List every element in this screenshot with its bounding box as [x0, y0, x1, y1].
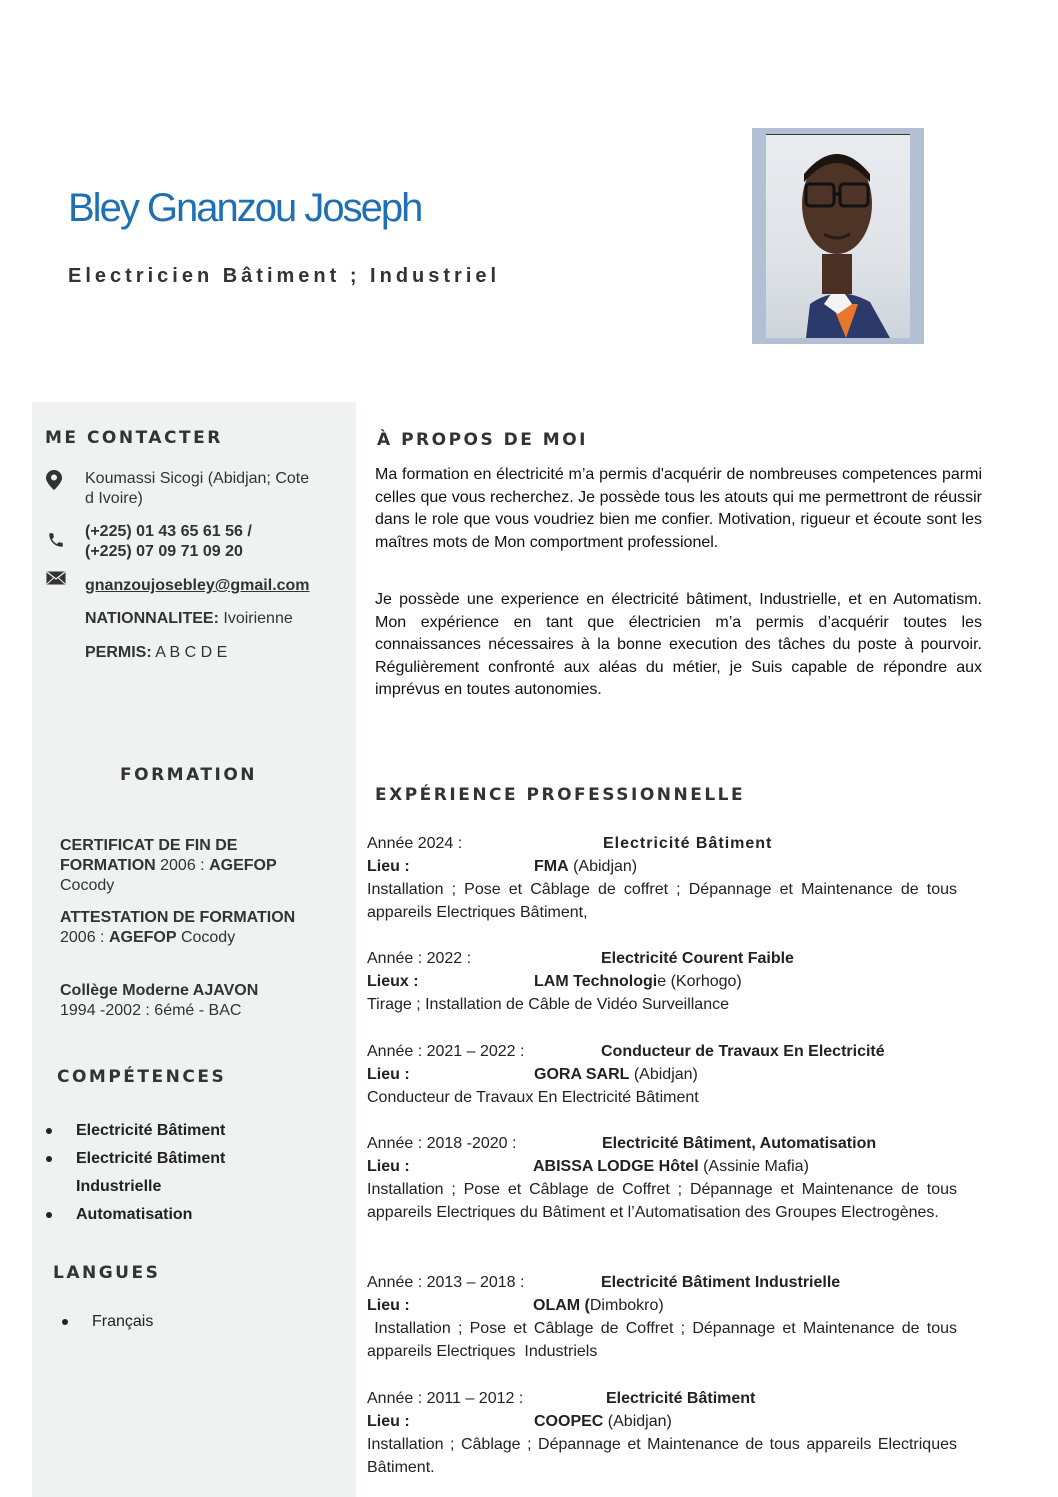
experience-year: Année 2024 : — [367, 835, 463, 852]
nationality-value: Ivoirienne — [223, 610, 293, 627]
formation-item-year: 2006 : — [155, 857, 210, 874]
phone-line-2: (+225) 07 09 71 09 20 — [85, 543, 243, 560]
experience-entry — [367, 1132, 957, 1224]
experience-place-label: Lieu : — [367, 1158, 410, 1175]
experience-year: Année : 2011 – 2012 : — [367, 1390, 524, 1407]
list-item — [48, 1308, 328, 1336]
experience-role: Conducteur de Travaux En Electricité — [601, 1043, 885, 1060]
profile-photo-frame — [752, 128, 924, 344]
langues-list — [48, 1308, 328, 1336]
experience-year: Année : 2018 -2020 : — [367, 1135, 517, 1152]
experience-description: Installation ; Câblage ; Dépannage et Maintenance de tous appareils Electriques Bâtiment. — [367, 1436, 957, 1476]
experience-company: FMA — [534, 858, 569, 875]
list-item — [32, 1145, 332, 1173]
formation-item-org: AGEFOP — [209, 857, 277, 874]
address — [85, 469, 345, 509]
permit-label: PERMIS: — [85, 644, 152, 661]
formation-item — [60, 836, 340, 896]
experience-company: GORA SARL — [534, 1066, 630, 1083]
experience-company: ABISSA LODGE Hôtel — [533, 1158, 699, 1175]
experience-place-label: Lieu : — [367, 1297, 410, 1314]
experience-entry — [367, 1040, 957, 1109]
experience-location: (Abidjan) — [603, 1413, 672, 1430]
envelope-icon — [46, 568, 66, 588]
formation-item — [60, 981, 340, 1021]
experience-description: Conducteur de Travaux En Electricité Bâtiment — [367, 1089, 699, 1106]
experience-description: Installation ; Pose et Câblage de coffret ; Dépannage et Maintenance de tous appareils Electriques Bâtiment, — [367, 881, 957, 921]
profile-photo — [766, 134, 910, 338]
formation-item-org: AGEFOP — [108, 929, 177, 946]
experience-entry — [367, 1387, 957, 1479]
nationality — [85, 609, 293, 629]
experience-description: Tirage ; Installation de Câble de Vidéo Surveillance — [367, 996, 729, 1013]
competences-heading: COMPÉTENCES — [57, 1067, 227, 1087]
about-heading: À PROPOS DE MOI — [377, 430, 588, 450]
experience-location: (Abidjan) — [629, 1066, 698, 1083]
address-line-2: d Ivoire) — [85, 490, 143, 507]
formation-item-title: Collège Moderne AJAVON — [60, 982, 259, 999]
phone-icon — [46, 530, 66, 550]
job-title: Electricien Bâtiment ; Industriel — [68, 265, 501, 287]
address-line-1: Koumassi Sicogi (Abidjan; Cote — [85, 470, 310, 487]
experience-place-label: Lieu : — [367, 1066, 410, 1083]
formation-item-title: ATTESTATION DE FORMATION — [60, 909, 296, 926]
experience-location: (Abidjan) — [568, 858, 638, 875]
experience-role: Electricité Bâtiment, Automatisation — [602, 1135, 877, 1152]
formation-item-location: Cocody — [176, 929, 236, 946]
experience-company: LAM Technologi — [534, 973, 658, 990]
experience-company: OLAM ( — [533, 1297, 590, 1314]
contact-heading: ME CONTACTER — [45, 428, 223, 448]
experience-entry — [367, 947, 957, 1016]
nationality-label: NATIONNALITEE: — [85, 610, 219, 627]
permit-value: A B C D E — [155, 644, 228, 661]
experience-year: Année : 2022 : — [367, 950, 472, 967]
experience-location: (Assinie Mafia) — [698, 1158, 809, 1175]
experience-role: Electricité Bâtiment Industrielle — [601, 1274, 841, 1291]
experience-heading: EXPÉRIENCE PROFESSIONNELLE — [375, 785, 746, 805]
competence-label: Automatisation — [76, 1206, 193, 1223]
language-label: Français — [92, 1313, 154, 1330]
experience-entry — [367, 832, 957, 924]
experience-description: Installation ; Pose et Câblage de Coffret ; Dépannage et Maintenance de tous appareils Electriques Industriels — [367, 1320, 962, 1360]
experience-entry — [367, 1271, 962, 1363]
experience-description: Installation ; Pose et Câblage de Coffret ; Dépannage et Maintenance de tous appareils Electriques du Bâtiment et l’Automatisation des Groupes Electrogènes. — [367, 1181, 957, 1221]
experience-location: Dimbokro) — [589, 1297, 664, 1314]
formation-item-location: Cocody — [60, 877, 115, 894]
competences-list — [32, 1117, 332, 1229]
candidate-name: Bley Gnanzou Joseph — [68, 186, 422, 230]
permit — [85, 643, 227, 663]
list-item — [32, 1201, 332, 1229]
formation-item-year: 2006 : — [60, 929, 109, 946]
phone-numbers — [85, 522, 345, 562]
formation-item-title-2: FORMATION — [60, 857, 156, 874]
formation-item-title: CERTIFICAT DE FIN DE — [60, 837, 238, 854]
experience-year: Année : 2021 – 2022 : — [367, 1043, 525, 1060]
experience-location: e (Korhogo) — [657, 973, 742, 990]
experience-year: Année : 2013 – 2018 : — [367, 1274, 525, 1291]
competence-label: Electricité Bâtiment — [76, 1150, 226, 1167]
experience-role: Electricité Bâtiment — [606, 1390, 756, 1407]
langues-heading: LANGUES — [53, 1263, 161, 1283]
formation-item-years: 1994 -2002 : 6émé - BAC — [60, 1002, 242, 1019]
email-link[interactable]: gnanzoujosebley@gmail.com — [85, 577, 310, 594]
experience-role: Electricité Bâtiment — [603, 835, 773, 852]
phone-line-1: (+225) 01 43 65 61 56 / — [85, 523, 252, 540]
about-paragraph-1: Ma formation en électricité m’a permis d'acquérir de nombreuses competences parmi celles que vous recherchez. Je possède tous les atouts qui me permettront de réussir dans le role que vous voudriez bien me confier. Motivation, rigueur et écoute sont les maîtres mots de Mon comportment professionel. — [375, 466, 982, 551]
experience-place-label: Lieu : — [367, 858, 410, 875]
experience-role: Electricité Courent Faible — [601, 950, 794, 967]
list-item — [32, 1117, 332, 1145]
list-item-continuation — [32, 1173, 332, 1201]
formation-heading: FORMATION — [120, 765, 258, 785]
about-paragraph-2: Je possède une experience en électricité bâtiment, Industrielle, et en Automatism. Mon expérience en tant que électricien m’a permis d’acquérir toutes les connaissances nécessaires à la bonne execution des tâches du poste à pourvoir. Régulièrement confronté aux aléas du métier, je Suis capable de répondre aux imprévus en toutes autonomies. — [375, 591, 982, 698]
experience-place-label: Lieu : — [367, 1413, 410, 1430]
formation-item — [60, 908, 340, 948]
experience-place-label: Lieux : — [367, 973, 419, 990]
experience-company: COOPEC — [534, 1413, 604, 1430]
competence-label: Industrielle — [76, 1178, 162, 1195]
competence-label: Electricité Bâtiment — [76, 1122, 226, 1139]
location-pin-icon — [44, 470, 64, 490]
